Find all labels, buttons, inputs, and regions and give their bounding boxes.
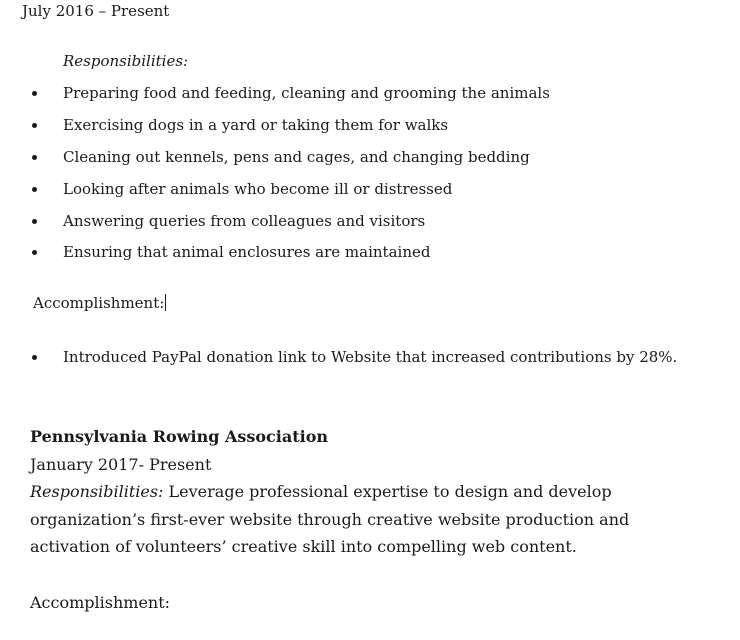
job1-accomplishment-heading[interactable] — [33, 294, 166, 312]
bullet-icon — [32, 91, 37, 96]
text-cursor — [165, 294, 166, 311]
job2-description-line-1 — [30, 482, 612, 501]
responsibility-text: Preparing food and feeding, cleaning and grooming the animals — [63, 84, 550, 102]
job2-description-text: Leverage professional expertise to design and develop — [163, 482, 612, 501]
bullet-icon — [32, 187, 37, 192]
bullet-icon — [32, 250, 37, 255]
responsibility-text: Exercising dogs in a yard or taking them for walks — [63, 116, 449, 134]
job1-accomplishment-label: Accomplishment: — [33, 294, 165, 312]
job1-responsibilities-label: Responsibilities: — [63, 52, 189, 70]
responsibility-text: Answering queries from colleagues and visitors — [63, 212, 426, 230]
job2-accomplishment-label: Accomplishment: — [30, 593, 171, 612]
accomplishment-text: Introduced PayPal donation link to Website that increased contributions by 28%. — [63, 348, 678, 366]
bullet-icon — [32, 355, 37, 360]
job2-description-line-2: organization’s first-ever website through creative website production and — [30, 510, 630, 529]
bullet-icon — [32, 219, 37, 224]
bullet-icon — [32, 155, 37, 160]
job1-dates: July 2016 – Present — [22, 2, 170, 20]
responsibility-text: Ensuring that animal enclosures are maintained — [63, 243, 431, 261]
responsibility-text: Looking after animals who become ill or distressed — [63, 180, 453, 198]
job2-dates: January 2017- Present — [30, 455, 212, 474]
job2-description-line-3: activation of volunteers’ creative skill into compelling web content. — [30, 537, 577, 556]
job2-responsibilities-label: Responsibilities: — [30, 482, 164, 501]
responsibility-text: Cleaning out kennels, pens and cages, and changing bedding — [63, 148, 530, 166]
bullet-icon — [32, 123, 37, 128]
job2-organization: Pennsylvania Rowing Association — [30, 427, 329, 446]
